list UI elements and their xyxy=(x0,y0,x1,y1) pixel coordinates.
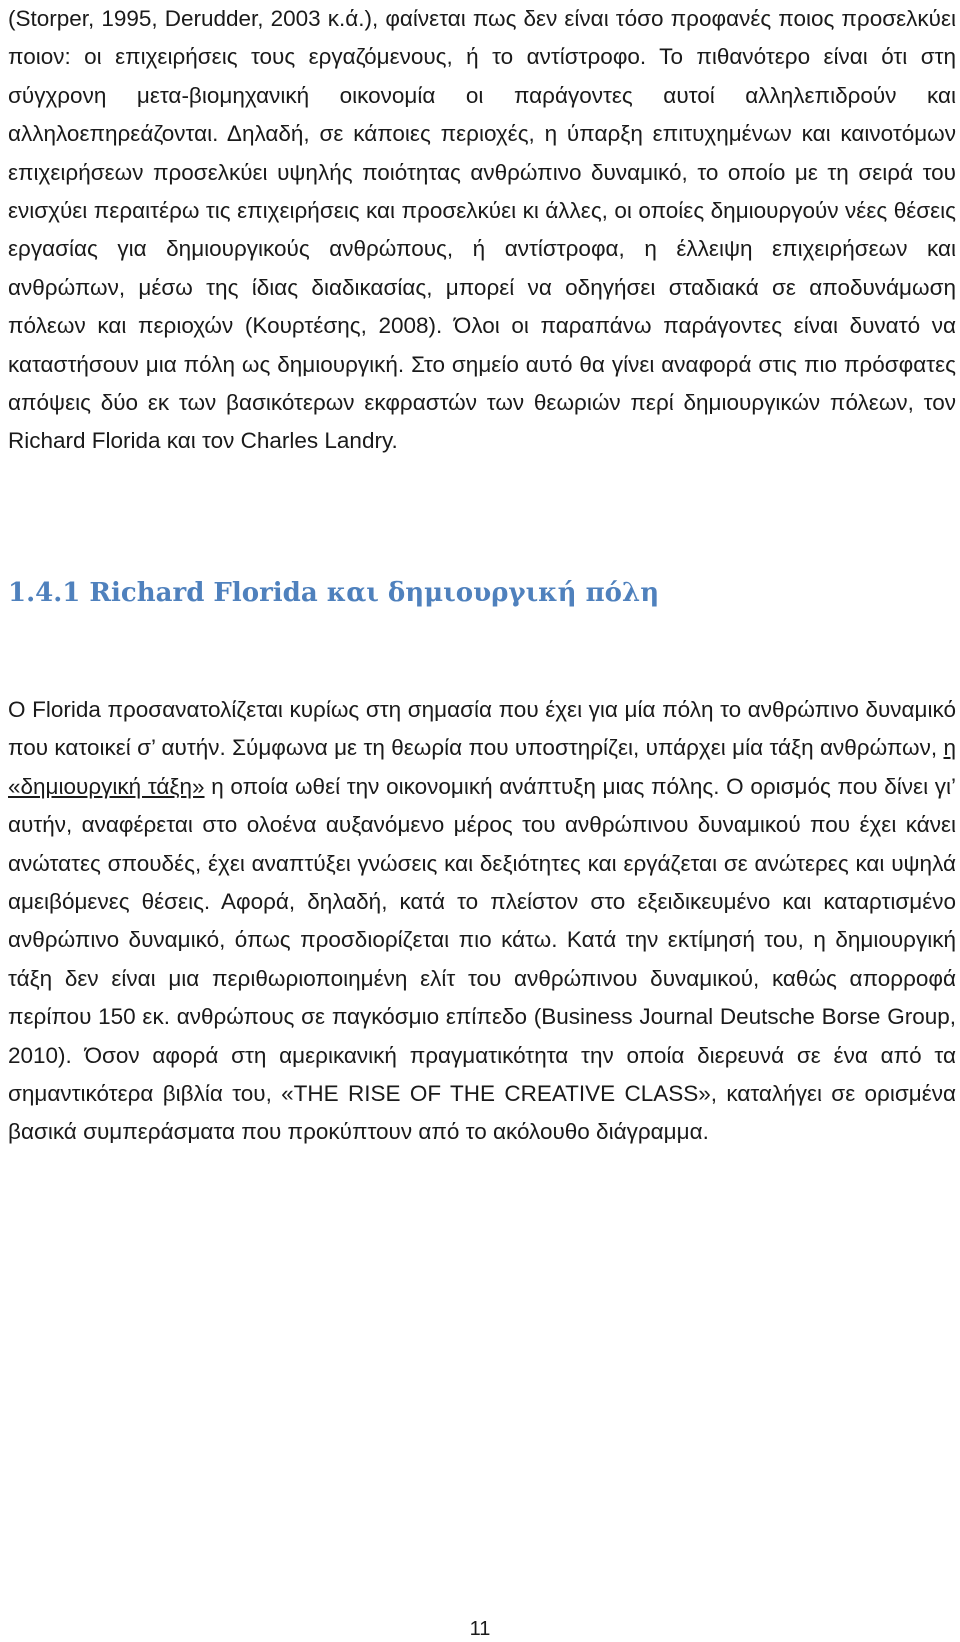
paragraph-text-after: η οποία ωθεί την οικονομική ανάπτυξη μιας πόλης. Ο ορισμός που δίνει γι’ αυτήν, αναφέρεται στο ολοένα αυξανόμενο μέρος του ανθρώπινου δυναμικού που έχει κάνει ανώτατες σπουδές, έχει αναπτύξει γνώσεις και δεξιότητες και εργάζεται σε ανώτερες και υψηλά αμειβόμενες θέσεις. Αφορά, δηλαδή, κατά το πλείστον στο εξειδικευμένο και καταρτισμένο ανθρώπινο δυναμικό, όπως προσδιορίζεται πιο κάτω. Κατά την εκτίμησή του, η δημιουργική τάξη δεν είναι μια περιθωριοποιημένη ελίτ του ανθρώπινου δυναμικού, καθώς απορροφά περίπου 150 εκ. ανθρώπους σε παγκόσμιο επίπεδο (Business Journal Deutsche Borse Group, 2010). Όσον αφορά στη αμερικανική πραγματικότητα την οποία διερευνά σε ένα από τα σημαντικότερα βιβλία του, «THE RISE OF THE CREATIVE CLASS», καταλήγει σε ορισμένα βασικά συμπεράσματα που προκύπτουν από το ακόλουθο διάγραμμα. xyxy=(8,773,956,1145)
section-heading: 1.4.1 Richard Florida και δημιουργική πόλη xyxy=(8,578,660,608)
paragraph-text-before: Ο Florida προσανατολίζεται κυρίως στη σημασία που έχει για μία πόλη το ανθρώπινο δυναμικό που κατοικεί σ’ αυτήν. Σύμφωνα με τη θεωρία που υποστηρίζει, υπάρχει μία τάξη ανθρώπων, xyxy=(8,697,956,761)
page-number: 11 xyxy=(469,1618,491,1640)
body-paragraph-intro: (Storper, 1995, Derudder, 2003 κ.ά.), φαίνεται πως δεν είναι τόσο προφανές ποιος προσελκύει ποιον: οι επιχειρήσεις τους εργαζόμενους, ή το αντίστροφο. Το πιθανότερο είναι ότι στη σύγχρονη μετα-βιομηχανική οικονομία οι παράγοντες αυτοί αλληλεπιδρούν και αλληλοεπηρεάζονται. Δηλαδή, σε κάποιες περιοχές, η ύπαρξη επιτυχημένων και καινοτόμων επιχειρήσεων προσελκύει υψηλής ποιότητας ανθρώπινο δυναμικό, το οποίο με τη σειρά του ενισχύει περαιτέρω τις επιχειρήσεις και προσελκύει κι άλλες, οι οποίες δημιουργούν νέες θέσεις εργασίας για δημιουργικούς ανθρώπους, ή αντίστροφα, η έλλειψη επιχειρήσεων και ανθρώπων, μέσω της ίδιας διαδικασίας, μπορεί να οδηγήσει σταδιακά σε αποδυνάμωση πόλεων και περιοχών (Κουρτέσης, 2008). Όλοι οι παραπάνω παράγοντες είναι δυνατό να καταστήσουν μια πόλη ως δημιουργική. Στο σημείο αυτό θα γίνει αναφορά στις πιο πρόσφατες απόψεις δύο εκ των βασικότερων εκφραστών των θεωριών περί δημιουργικών πόλεων, τον Richard Florida και τον Charles Landry. xyxy=(8,6,956,454)
body-paragraph-florida xyxy=(8,691,956,1152)
underlined-term-creative-class: η «δημιουργική τάξη» xyxy=(8,735,956,799)
